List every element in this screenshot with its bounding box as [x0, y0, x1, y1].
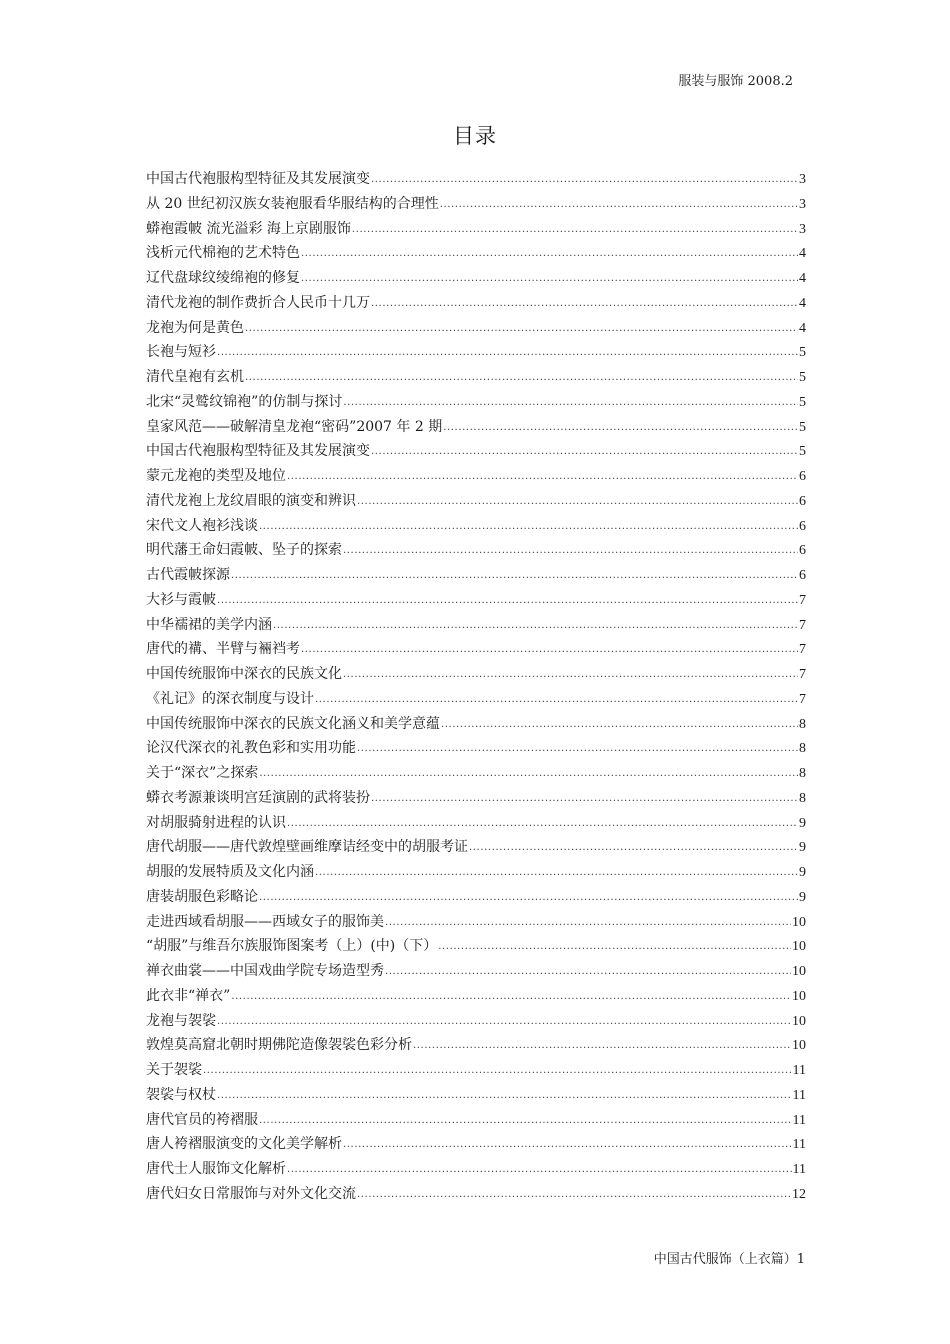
toc-entry-title: 胡服的发展特质及文化内涵 — [146, 864, 314, 880]
toc-page-number: 8 — [799, 790, 806, 806]
toc-entry[interactable] — [146, 736, 806, 761]
toc-entry[interactable] — [146, 910, 806, 935]
toc-entry[interactable] — [146, 588, 806, 613]
toc-dot-leader — [413, 1032, 791, 1059]
toc-entry[interactable] — [146, 563, 806, 588]
toc-dot-leader — [371, 166, 798, 193]
toc-entry[interactable] — [146, 1083, 806, 1108]
toc-dot-leader — [440, 191, 798, 218]
toc-entry[interactable] — [146, 514, 806, 539]
toc-entry[interactable] — [146, 365, 806, 390]
toc-dot-leader — [343, 537, 798, 564]
toc-dot-leader — [371, 438, 798, 465]
toc-entry[interactable] — [146, 835, 806, 860]
toc-dot-leader — [259, 884, 798, 911]
toc-dot-leader — [441, 711, 798, 738]
toc-entry-title: 清代龙袍上龙纹眉眼的演变和辨识 — [146, 492, 356, 509]
toc-entry-title: 走进西域看胡服——西域女子的服饰美 — [146, 913, 384, 930]
toc-entry-title: 中国古代袍服构型特征及其发展演变 — [146, 443, 370, 460]
toc-entry-title: 浅析元代棉袍的艺术特色 — [146, 245, 300, 262]
toc-entry[interactable] — [146, 167, 806, 192]
toc-entry[interactable] — [146, 786, 806, 811]
toc-entry-title: 敦煌莫高窟北朝时期佛陀造像袈裟色彩分析 — [146, 1037, 412, 1054]
toc-entry[interactable] — [146, 613, 806, 638]
toc-entry[interactable] — [146, 1009, 806, 1034]
running-header: 服装与服饰 2008.2 — [678, 74, 793, 89]
toc-page-number: 7 — [799, 592, 806, 608]
toc-page-number: 4 — [799, 320, 806, 336]
toc-page-number: 6 — [799, 543, 806, 559]
toc-dot-leader — [217, 1008, 791, 1035]
toc-entry-title: 唐人袴褶服演变的文化美学解析 — [146, 1136, 342, 1153]
toc-entry-title: 中国传统服饰中深衣的民族文化涵义和美学意蕴 — [146, 715, 440, 732]
toc-dot-leader — [469, 834, 798, 861]
toc-page-number: 10 — [792, 988, 806, 1004]
toc-entry[interactable] — [146, 192, 806, 217]
toc-page-number: 8 — [799, 766, 806, 781]
toc-page-number: 9 — [799, 865, 806, 880]
toc-entry-title: 论汉代深衣的礼教色彩和实用功能 — [146, 740, 356, 757]
toc-entry[interactable] — [146, 1132, 806, 1157]
toc-entry[interactable] — [146, 662, 806, 687]
toc-entry[interactable] — [146, 1058, 806, 1083]
toc-entry-title: 袈裟与权杖 — [146, 1086, 216, 1103]
toc-page-number: 9 — [799, 889, 806, 905]
toc-entry-title: 唐代官员的袴褶服 — [146, 1111, 258, 1128]
toc-entry[interactable] — [146, 241, 806, 266]
toc-entry[interactable] — [146, 984, 806, 1009]
toc-entry-title: 中国传统服饰中深衣的民族文化 — [146, 666, 342, 682]
toc-entry-title: 辽代盘球纹绫绵袍的修复 — [146, 270, 300, 286]
toc-entry[interactable] — [146, 885, 806, 910]
toc-page-number: 7 — [799, 617, 806, 633]
toc-page-number: 10 — [792, 1013, 806, 1029]
toc-dot-leader — [443, 414, 798, 441]
toc-page-number: 7 — [799, 667, 806, 682]
toc-page-number: 11 — [792, 1137, 806, 1153]
toc-page-number: 6 — [799, 568, 806, 583]
toc-page-number: 4 — [799, 271, 806, 286]
toc-page-number: 10 — [792, 914, 806, 930]
toc-page-number: 7 — [799, 691, 806, 707]
toc-dot-leader — [301, 240, 798, 267]
toc-entry-title: 关于袈裟 — [146, 1062, 202, 1078]
toc-entry-title: 唐装胡服色彩略论 — [146, 888, 258, 905]
toc-entry-title: 禅衣曲裳——中国戏曲学院专场造型秀 — [146, 963, 384, 979]
toc-page-number: 6 — [799, 518, 806, 534]
toc-page-number: 5 — [799, 444, 806, 460]
toc-dot-leader — [301, 265, 798, 292]
toc-entry-title: 龙袍与袈裟 — [146, 1012, 216, 1029]
page-title: 目录 — [453, 124, 497, 148]
toc-dot-leader — [259, 760, 798, 787]
table-of-contents — [146, 167, 806, 1207]
toc-dot-leader — [343, 661, 798, 688]
toc-dot-leader — [315, 686, 798, 713]
toc-entry-title: 宋代文人袍衫浅谈 — [146, 517, 258, 534]
toc-entry[interactable] — [146, 1108, 806, 1133]
toc-page-number: 9 — [799, 840, 806, 856]
toc-dot-leader — [385, 958, 791, 985]
toc-entry[interactable] — [146, 217, 806, 242]
toc-dot-leader — [371, 290, 798, 317]
toc-entry-title: 唐代妇女日常服饰与对外文化交流 — [146, 1185, 356, 1202]
toc-entry-title: 中华襦裙的美学内涵 — [146, 616, 272, 633]
toc-entry-title: 唐代胡服——唐代敦煌壁画维摩诘经变中的胡服考证 — [146, 839, 468, 856]
toc-entry-title: 明代藩王命妇霞帔、坠子的探索 — [146, 542, 342, 559]
toc-entry-title: 从 20 世纪初汉族女装袍服看华服结构的合理性 — [146, 195, 439, 212]
toc-dot-leader — [357, 735, 798, 762]
toc-entry[interactable] — [146, 266, 806, 291]
toc-entry[interactable] — [146, 439, 806, 464]
toc-entry-title: 蟒袍霞帔 流光溢彩 海上京剧服饰 — [146, 220, 351, 237]
toc-entry[interactable] — [146, 340, 806, 365]
toc-page-number: 8 — [799, 716, 806, 732]
toc-entry[interactable] — [146, 959, 806, 984]
toc-page-number: 5 — [799, 419, 806, 435]
toc-dot-leader — [287, 1156, 792, 1183]
toc-dot-leader — [357, 1181, 791, 1208]
toc-dot-leader — [245, 364, 798, 391]
toc-dot-leader — [259, 1107, 792, 1134]
toc-entry-title: 中国古代袍服构型特征及其发展演变 — [146, 171, 370, 187]
toc-entry[interactable] — [146, 390, 806, 415]
toc-dot-leader — [217, 587, 798, 614]
toc-page-number: 8 — [799, 741, 806, 757]
toc-page-number: 11 — [792, 1112, 806, 1128]
toc-page-number: 3 — [799, 196, 806, 212]
toc-entry[interactable] — [146, 934, 806, 959]
toc-entry[interactable] — [146, 489, 806, 514]
toc-entry[interactable] — [146, 316, 806, 341]
toc-page-number: 10 — [792, 964, 806, 979]
toc-page-number: 7 — [799, 642, 806, 658]
toc-entry[interactable] — [146, 687, 806, 712]
toc-dot-leader — [203, 1057, 792, 1084]
toc-entry[interactable] — [146, 761, 806, 786]
toc-entry-title: 唐代士人服饰文化解析 — [146, 1161, 286, 1177]
toc-entry-title: 蒙元龙袍的类型及地位 — [146, 468, 286, 484]
toc-entry[interactable] — [146, 415, 806, 440]
toc-page-number: 10 — [792, 1038, 806, 1054]
toc-dot-leader — [343, 1131, 792, 1158]
toc-entry[interactable] — [146, 637, 806, 662]
toc-dot-leader — [371, 785, 798, 812]
toc-entry-title: 皇家风范——破解清皇龙袍“密码”2007 年 2 期 — [146, 418, 443, 435]
toc-page-number: 9 — [799, 815, 806, 831]
toc-entry-title: 关于“深衣”之探索 — [146, 765, 259, 781]
toc-entry[interactable] — [146, 860, 806, 885]
toc-entry-title: 此衣非“禅衣” — [146, 987, 231, 1004]
toc-entry[interactable] — [146, 811, 806, 836]
toc-page-number: 6 — [799, 493, 806, 509]
toc-page-number: 5 — [799, 345, 806, 361]
toc-entry-title: 《礼记》的深衣制度与设计 — [146, 690, 314, 707]
toc-entry-title: 大衫与霞帔 — [146, 591, 216, 608]
toc-entry-title: 古代霞帔探源 — [146, 567, 230, 583]
toc-dot-leader — [438, 933, 791, 960]
toc-dot-leader — [273, 612, 798, 639]
toc-entry[interactable] — [146, 464, 806, 489]
toc-entry-title: 蟒衣考源兼谈明宫廷演剧的武将装扮 — [146, 789, 370, 806]
toc-dot-leader — [301, 636, 798, 663]
toc-dot-leader — [231, 983, 791, 1010]
toc-page-number: 11 — [792, 1063, 806, 1078]
toc-dot-leader — [259, 513, 798, 540]
toc-dot-leader — [357, 488, 798, 515]
toc-dot-leader — [217, 1082, 792, 1109]
toc-entry-title: “胡服”与维吾尔族服饰图案考（上）(中)（下） — [146, 938, 438, 955]
toc-page-number: 4 — [799, 295, 806, 311]
toc-entry-title: 对胡服骑射进程的认识 — [146, 814, 286, 831]
toc-dot-leader — [343, 389, 798, 416]
toc-page-number: 3 — [799, 221, 806, 237]
toc-entry-title: 唐代的褠、半臂与裲裆考 — [146, 641, 300, 658]
toc-entry-title: 龙袍为何是黄色 — [146, 319, 244, 336]
toc-dot-leader — [315, 859, 798, 886]
running-footer: 中国古代服饰（上衣篇）1 — [653, 1252, 805, 1267]
toc-dot-leader — [245, 315, 798, 342]
toc-page-number: 5 — [799, 370, 806, 385]
toc-dot-leader — [287, 463, 798, 490]
toc-dot-leader — [352, 216, 798, 243]
toc-dot-leader — [231, 562, 798, 589]
toc-page-number: 11 — [792, 1087, 806, 1103]
toc-page-number: 12 — [792, 1186, 806, 1202]
toc-page-number: 3 — [799, 172, 806, 187]
toc-entry[interactable] — [146, 1033, 806, 1058]
toc-entry[interactable] — [146, 712, 806, 737]
toc-dot-leader — [385, 909, 791, 936]
toc-dot-leader — [287, 810, 798, 837]
toc-entry-title: 清代龙袍的制作费折合人民币十几万 — [146, 294, 370, 311]
toc-entry[interactable] — [146, 1182, 806, 1207]
toc-dot-leader — [217, 339, 798, 366]
toc-page-number: 11 — [792, 1162, 806, 1177]
toc-entry[interactable] — [146, 291, 806, 316]
toc-page-number: 6 — [799, 469, 806, 484]
toc-entry[interactable] — [146, 1157, 806, 1182]
toc-page-number: 5 — [799, 394, 806, 410]
toc-entry-title: 清代皇袍有玄机 — [146, 369, 244, 385]
toc-page-number: 4 — [799, 246, 806, 262]
toc-page-number: 10 — [792, 939, 806, 955]
toc-entry-title: 北宋“灵鹫纹锦袍”的仿制与探讨 — [146, 393, 343, 410]
toc-entry[interactable] — [146, 538, 806, 563]
toc-entry-title: 长袍与短衫 — [146, 344, 216, 361]
